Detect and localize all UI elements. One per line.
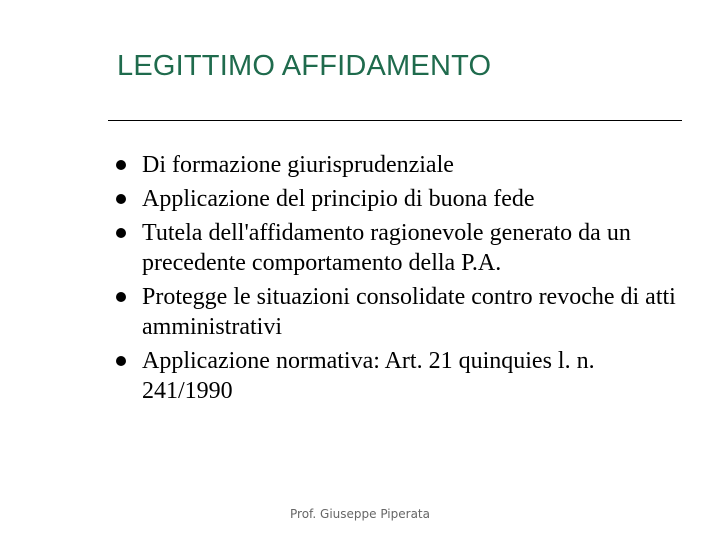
bullet-text: Applicazione normativa: Art. 21 quinquies l. n. 241/1990 [142, 348, 595, 404]
bullet-dot-icon [116, 194, 126, 204]
bullet-text: Tutela dell'affidamento ragionevole generato da un precedente comportamento della P.A. [142, 220, 631, 276]
bullet-item [116, 184, 676, 214]
footer-author: Prof. Giuseppe Piperata [290, 507, 430, 521]
bullet-item [116, 218, 676, 278]
bullet-item [116, 346, 676, 406]
slide-title: LEGITTIMO AFFIDAMENTO [117, 50, 492, 82]
bullet-item [116, 282, 676, 342]
bullet-dot-icon [116, 356, 126, 366]
bullet-text: Di formazione giurisprudenziale [142, 152, 454, 178]
bullet-dot-icon [116, 160, 126, 170]
bullet-text: Protegge le situazioni consolidate contro revoche di atti amministrativi [142, 284, 676, 340]
bullet-dot-icon [116, 292, 126, 302]
title-rule [108, 120, 682, 121]
bullet-list [116, 150, 676, 410]
bullet-dot-icon [116, 228, 126, 238]
bullet-item [116, 150, 676, 180]
bullet-text: Applicazione del principio di buona fede [142, 186, 535, 212]
